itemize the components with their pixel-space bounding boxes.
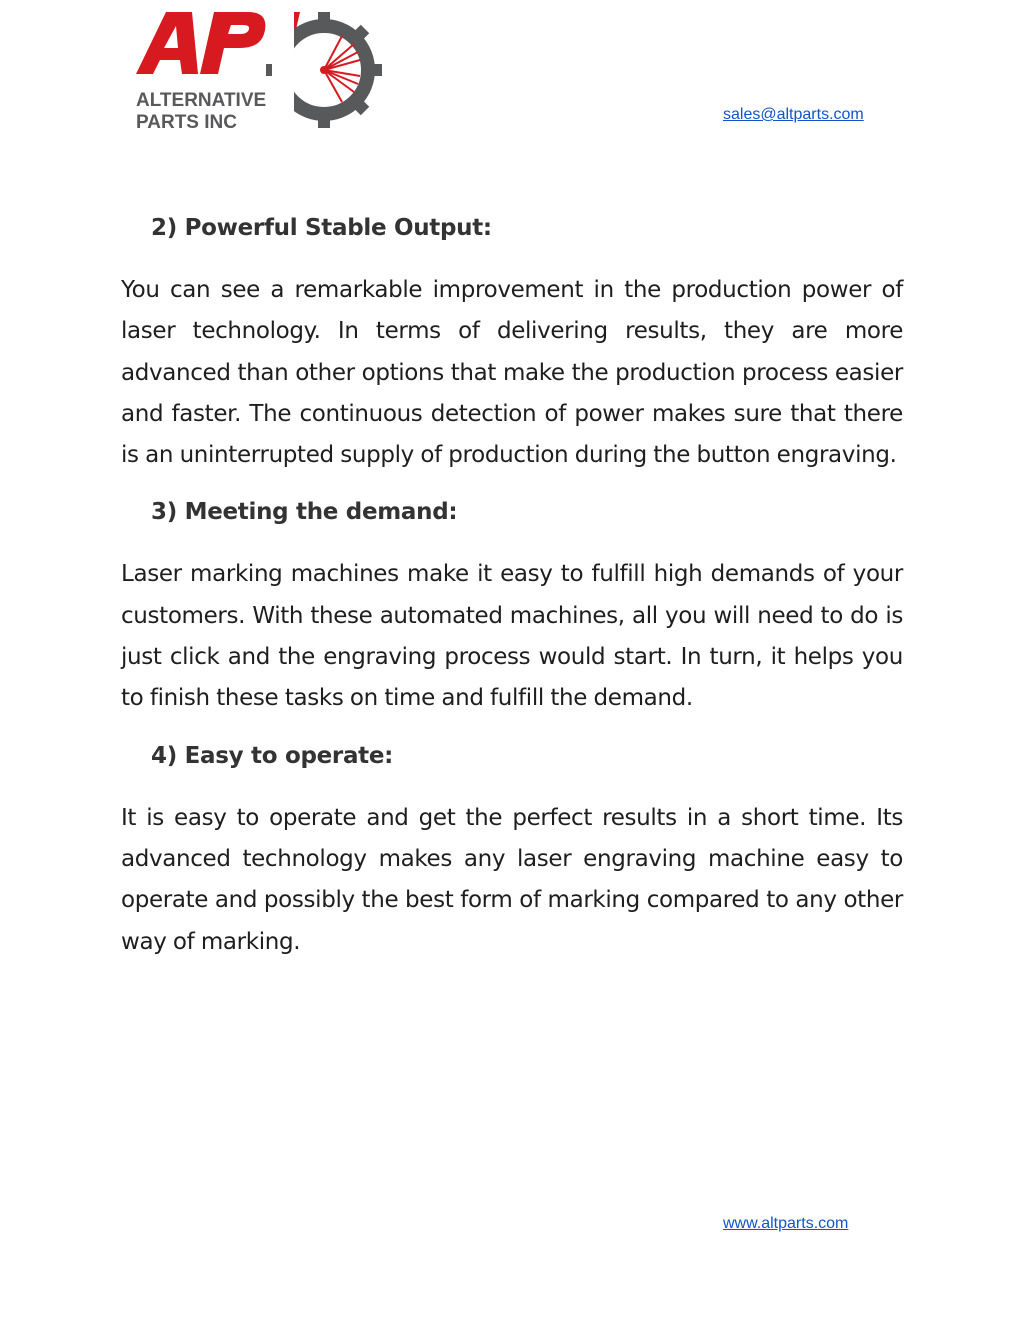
section-body-meeting-the-demand: Laser marking machines make it easy to fulfill high demands of your customers. With these automated machines, all you will need to do is just click and the engraving process would start. In turn, it helps you to finish these tasks on time and fulfill the demand. [121,561,903,712]
section-heading-powerful-stable-output: 2) Powerful Stable Output: [151,215,492,241]
section-heading-easy-to-operate: 4) Easy to operate: [151,742,394,769]
document-body [121,204,903,975]
email-link[interactable]: sales@altparts.com [723,106,864,123]
section-body-easy-to-operate: It is easy to operate and get the perfect results in a short time. Its advanced technology makes any laser engraving machine easy to operate and possibly the best form of marking compared to any other way of marking. [121,804,903,955]
section-heading-meeting-the-demand: 3) Meeting the demand: [151,499,458,526]
logo-line1: ALTERNATIVE [136,90,267,111]
section-body-powerful-stable-output: You can see a remarkable improvement in the production power of laser technology. In terms of delivering results, they are more advanced than other options that make the production process easier and faster. The continuous detection of power makes sure that there is an uninterrupted supply of production during the button engraving. [121,277,903,469]
company-logo [136,10,376,133]
website-link[interactable]: www.altparts.com [723,1215,849,1232]
logo-line2: PARTS INC [136,112,237,133]
logo-brand: API [136,10,138,11]
